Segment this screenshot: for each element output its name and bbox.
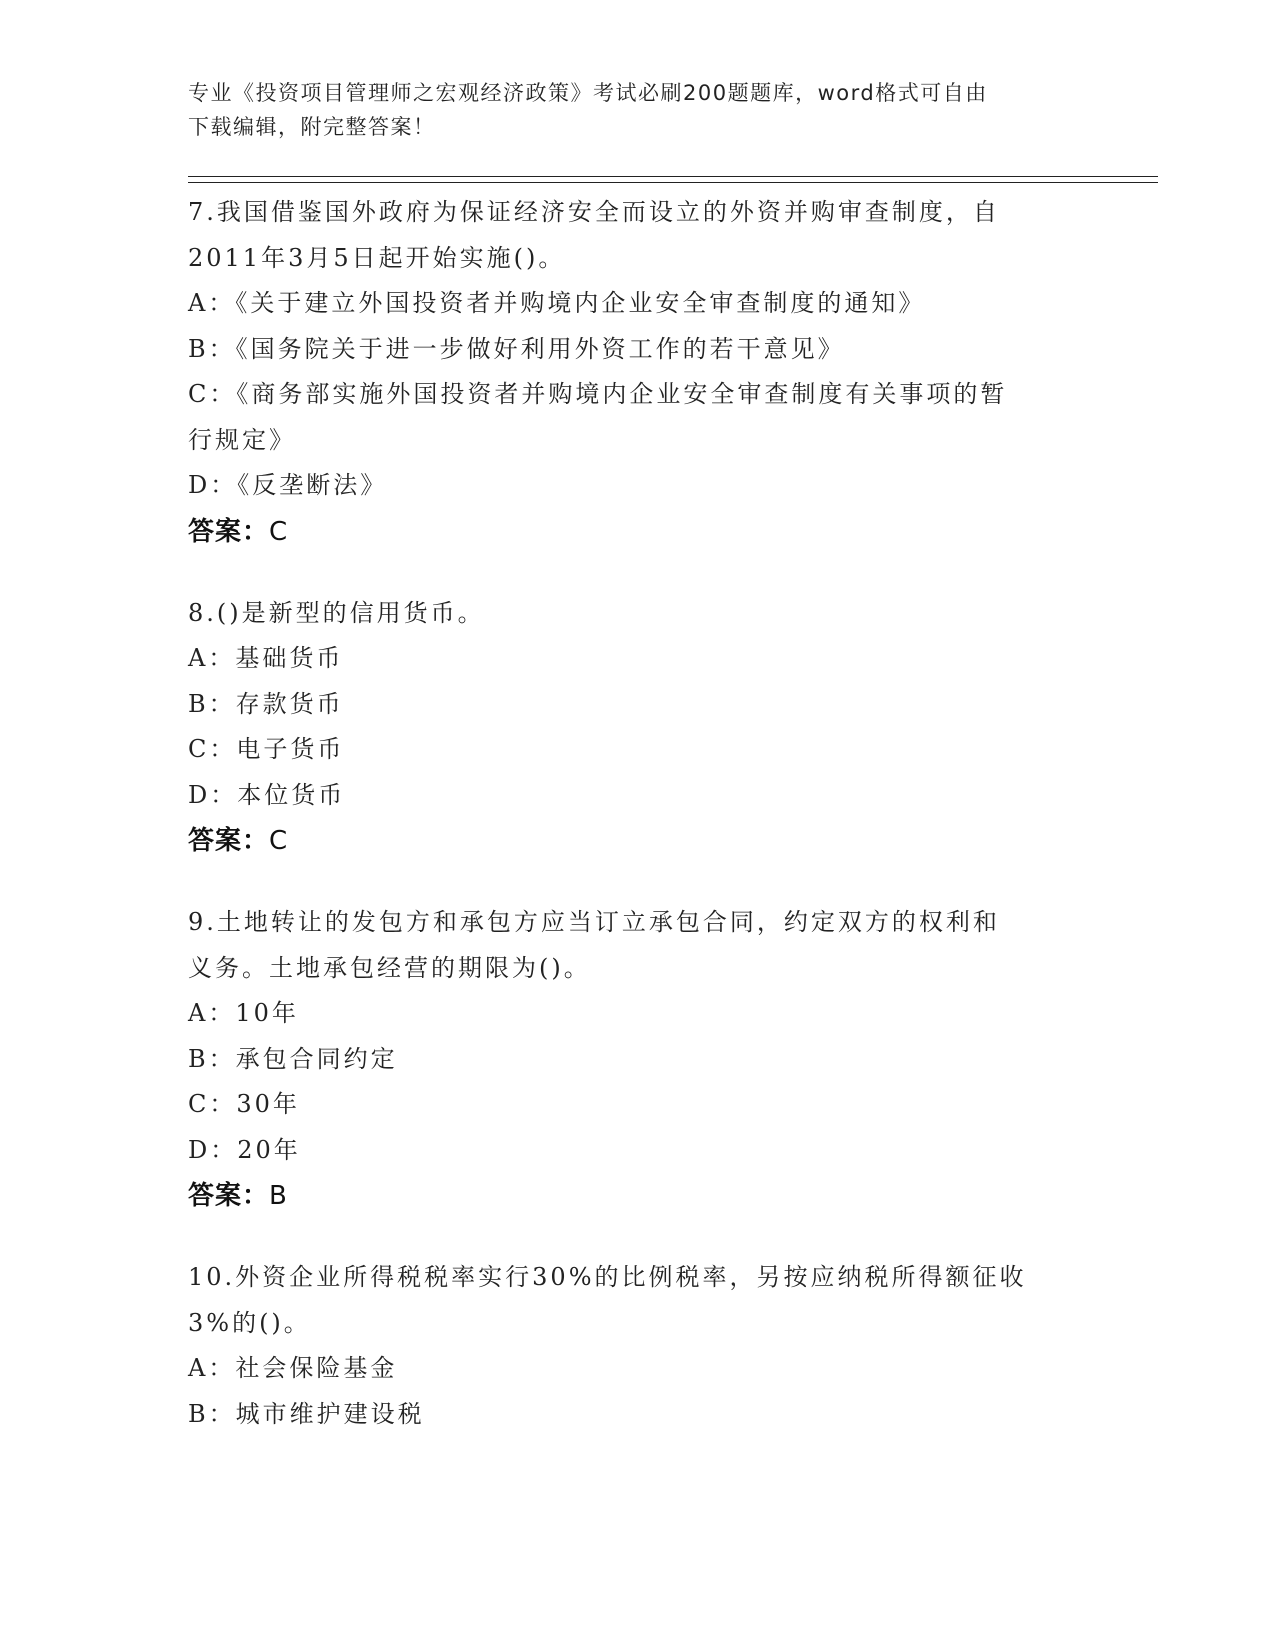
question-stem-line: 7.我国借鉴国外政府为保证经济安全而设立的外资并购审查制度，自: [188, 198, 1000, 226]
answer-option: D：《反垄断法》: [188, 471, 388, 499]
answer-option: B：承包合同约定: [188, 1044, 398, 1073]
question-stem-line: 义务。土地承包经营的期限为()。: [188, 953, 591, 982]
answer-option: C：电子货币: [188, 735, 345, 763]
answer-option: B：城市维护建设税: [188, 1399, 425, 1428]
answer-value: B: [269, 1181, 288, 1211]
question-block: [188, 591, 1088, 865]
answer-line: [188, 1173, 1088, 1219]
answer-label: 答案：: [188, 826, 270, 856]
answer-value: C: [269, 516, 289, 547]
question-stem-line: 9.土地转让的发包方和承包方应当订立承包合同，约定双方的权利和: [188, 908, 1000, 936]
answer-option: C：30年: [188, 1090, 300, 1118]
answer-option: A：10年: [188, 999, 299, 1027]
answer-option: B：存款货币: [188, 689, 344, 718]
answer-option: A：社会保险基金: [188, 1354, 398, 1382]
question-list: [188, 190, 1088, 1473]
answer-line: [188, 818, 1088, 864]
question-stem-line: 3%的()。: [188, 1308, 311, 1337]
question-block: [188, 1255, 1088, 1437]
answer-option: B：《国务院关于进一步做好利用外资工作的若干意见》: [188, 334, 845, 363]
answer-line: [188, 509, 1088, 555]
document-header: [188, 76, 1068, 144]
question-stem-line: 10.外资企业所得税税率实行30%的比例税率，另按应纳税所得额征收: [188, 1263, 1027, 1291]
answer-label: 答案：: [188, 516, 270, 547]
question-block: [188, 190, 1088, 555]
answer-option: C：《商务部实施外国投资者并购境内企业安全审查制度有关事项的暂: [188, 380, 1008, 408]
header-line-1: 专业《投资项目管理师之宏观经济政策》考试必刷200题题库，word格式可自由: [188, 81, 988, 105]
header-divider-bottom: [188, 182, 1158, 183]
answer-option: A：《关于建立外国投资者并购境内企业安全审查制度的通知》: [188, 289, 926, 317]
answer-value: C: [269, 826, 289, 856]
header-line-2: 下载编辑，附完整答案！: [188, 115, 436, 139]
answer-option: A：基础货币: [188, 644, 344, 672]
answer-option: D：20年: [188, 1135, 301, 1164]
answer-label: 答案：: [188, 1181, 270, 1211]
question-stem-line: 8.()是新型的信用货币。: [188, 598, 485, 627]
question-stem-line: 2011年3月5日起开始实施()。: [188, 243, 566, 272]
header-divider-top: [188, 176, 1158, 177]
question-block: [188, 900, 1088, 1219]
answer-option: D：本位货币: [188, 780, 346, 809]
answer-option: 行规定》: [188, 425, 296, 454]
